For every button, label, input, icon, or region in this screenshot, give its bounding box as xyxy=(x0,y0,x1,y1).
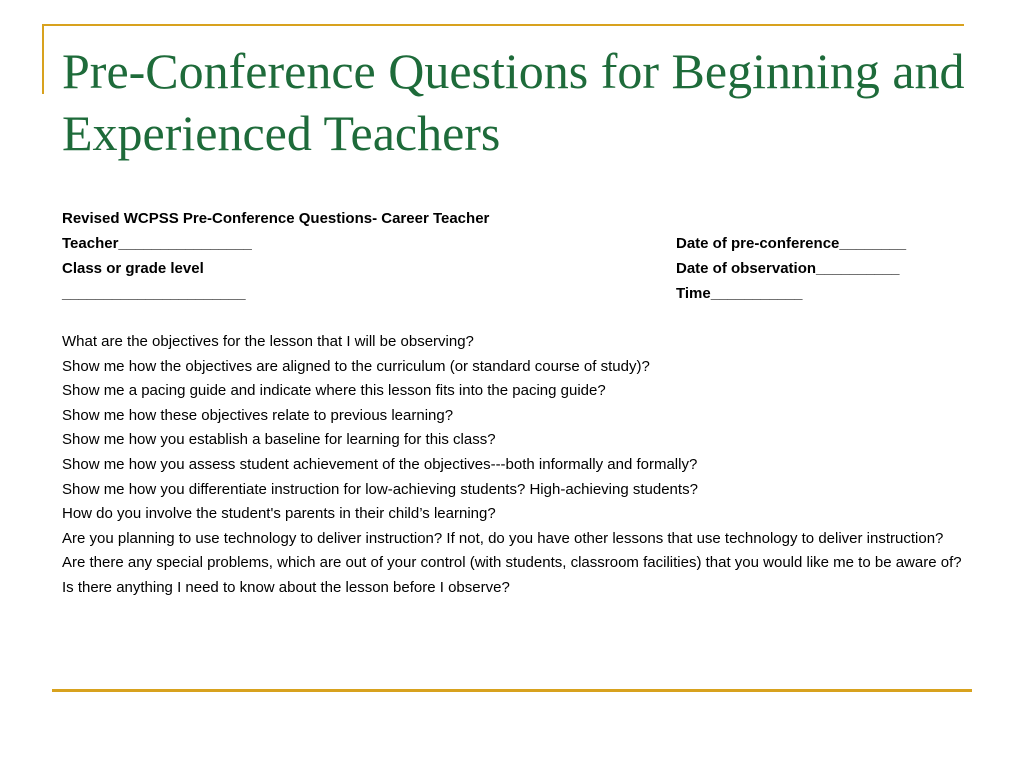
question-item: Show me how you establish a baseline for learning for this class? xyxy=(62,431,496,449)
question-item: Show me how you differentiate instruction for low-achieving students? High-achieving students? xyxy=(62,480,698,498)
accent-vertical-line xyxy=(42,24,44,94)
slide-title: Pre-Conference Questions for Beginning and Experienced Teachers xyxy=(62,43,965,161)
question-item: Show me how the objectives are aligned to the curriculum (or standard course of study)? xyxy=(62,357,650,375)
slide-content xyxy=(62,208,967,603)
question-item: How do you involve the student's parents in their child’s learning? xyxy=(62,505,496,523)
question-item: Show me how these objectives relate to previous learning? xyxy=(62,406,454,424)
question-item: Show me how you assess student achievement of the objectives---both informally and formally? xyxy=(62,455,698,473)
teacher-field-label: Teacher________________ xyxy=(62,235,252,252)
question-item: Are you planning to use technology to deliver instruction? If not, do you have other lessons that use technology to deliver instruction? xyxy=(62,529,944,547)
accent-bottom-line xyxy=(52,689,972,692)
question-item: What are the objectives for the lesson that I will be observing? xyxy=(62,333,474,350)
question-item: Is there anything I need to know about the lesson before I observe? xyxy=(62,578,510,596)
class-grade-blank-line: ______________________ xyxy=(62,285,246,302)
date-preconference-field-label: Date of pre-conference________ xyxy=(676,235,907,252)
spacer xyxy=(62,308,967,332)
form-heading: Revised WCPSS Pre-Conference Questions- Career Teacher xyxy=(62,210,490,227)
date-observation-field-label: Date of observation__________ xyxy=(676,260,900,277)
question-item: Are there any special problems, which are out of your control (with students, classroom facilities) that you would like me to be aware of? xyxy=(62,554,962,572)
question-item: Show me a pacing guide and indicate where this lesson fits into the pacing guide? xyxy=(62,382,606,400)
form-row-teacher xyxy=(62,233,967,258)
accent-top-line xyxy=(42,24,964,26)
class-grade-field-label: Class or grade level xyxy=(62,260,204,277)
form-row-class xyxy=(62,258,967,283)
form-row-time xyxy=(62,283,967,308)
time-field-label: Time___________ xyxy=(676,285,803,302)
